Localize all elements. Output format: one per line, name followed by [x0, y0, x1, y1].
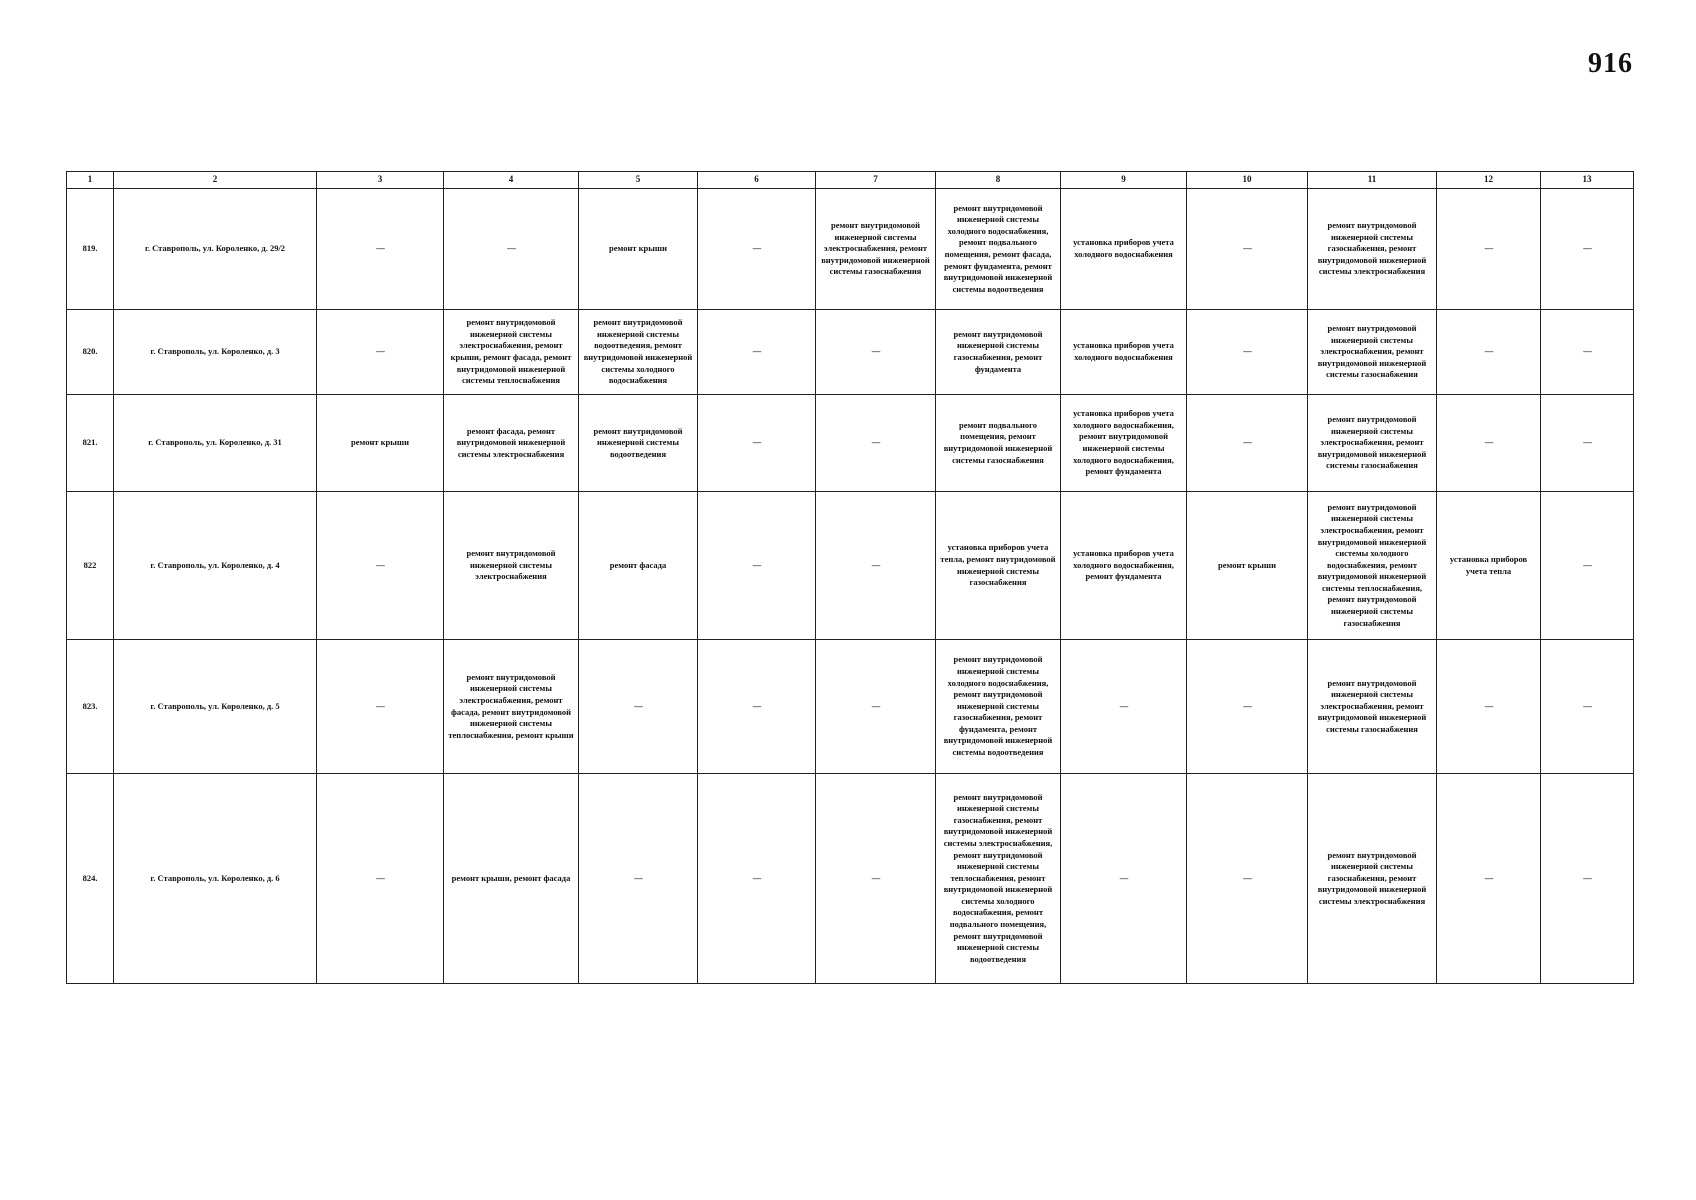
empty-dash-cell: — [317, 189, 444, 310]
work-type-cell: ремонт внутридомовой инженерной системы водоотведения, ремонт внутридомовой инженерной системы холодного водоснабжения [579, 310, 698, 395]
table-body [67, 189, 1634, 984]
address-cell: г. Ставрополь, ул. Короленко, д. 29/2 [114, 189, 317, 310]
empty-dash-cell: — [1187, 640, 1308, 774]
row-number-cell: 820. [67, 310, 114, 395]
empty-dash-cell: — [816, 640, 936, 774]
work-type-cell: установка приборов учета холодного водоснабжения, ремонт внутридомовой инженерной системы холодного водоснабжения, ремонт фундамента [1061, 395, 1187, 492]
work-type-cell: ремонт внутридомовой инженерной системы электроснабжения, ремонт крыши, ремонт фасада, ремонт внутридомовой инженерной системы теплоснабжения [444, 310, 579, 395]
column-number-header: 9 [1061, 172, 1187, 189]
column-number-header: 10 [1187, 172, 1308, 189]
work-type-cell: ремонт внутридомовой инженерной системы электроснабжения, ремонт внутридомовой инженерной системы газоснабжения [1308, 395, 1437, 492]
empty-dash-cell: — [317, 640, 444, 774]
table-row [67, 310, 1634, 395]
address-cell: г. Ставрополь, ул. Короленко, д. 4 [114, 492, 317, 640]
work-type-cell: ремонт фасада, ремонт внутридомовой инженерной системы электроснабжения [444, 395, 579, 492]
work-type-cell: ремонт внутридомовой инженерной системы электроснабжения, ремонт фасада, ремонт внутридомовой инженерной системы теплоснабжения, ремонт крыши [444, 640, 579, 774]
empty-dash-cell: — [698, 395, 816, 492]
work-type-cell: ремонт внутридомовой инженерной системы газоснабжения, ремонт внутридомовой инженерной системы электроснабжения [1308, 774, 1437, 984]
work-type-cell: ремонт внутридомовой инженерной системы электроснабжения [444, 492, 579, 640]
work-type-cell: установка приборов учета холодного водоснабжения, ремонт фундамента [1061, 492, 1187, 640]
row-number-cell: 822 [67, 492, 114, 640]
empty-dash-cell: — [1437, 310, 1541, 395]
column-number-header: 7 [816, 172, 936, 189]
work-type-cell: ремонт подвального помещения, ремонт внутридомовой инженерной системы газоснабжения [936, 395, 1061, 492]
empty-dash-cell: — [1541, 395, 1634, 492]
empty-dash-cell: — [816, 395, 936, 492]
empty-dash-cell: — [1541, 640, 1634, 774]
table-row [67, 774, 1634, 984]
work-type-cell: ремонт внутридомовой инженерной системы водоотведения [579, 395, 698, 492]
column-number-header: 12 [1437, 172, 1541, 189]
empty-dash-cell: — [1437, 395, 1541, 492]
table-row [67, 640, 1634, 774]
column-number-header: 2 [114, 172, 317, 189]
work-type-cell: ремонт внутридомовой инженерной системы холодного водоснабжения, ремонт внутридомовой инженерной системы газоснабжения, ремонт фундамента, ремонт внутридомовой инженерной системы водоотведения [936, 640, 1061, 774]
empty-dash-cell: — [698, 640, 816, 774]
work-type-cell: ремонт внутридомовой инженерной системы электроснабжения, ремонт внутридомовой инженерной системы газоснабжения [1308, 640, 1437, 774]
empty-dash-cell: — [698, 774, 816, 984]
work-type-cell: установка приборов учета холодного водоснабжения [1061, 310, 1187, 395]
empty-dash-cell: — [1541, 310, 1634, 395]
empty-dash-cell: — [698, 189, 816, 310]
column-number-header: 5 [579, 172, 698, 189]
work-type-cell: ремонт фасада [579, 492, 698, 640]
empty-dash-cell: — [1061, 640, 1187, 774]
work-type-cell: ремонт крыши [1187, 492, 1308, 640]
work-type-cell: ремонт крыши, ремонт фасада [444, 774, 579, 984]
empty-dash-cell: — [698, 492, 816, 640]
work-type-cell: ремонт внутридомовой инженерной системы электроснабжения, ремонт внутридомовой инженерной системы газоснабжения [1308, 310, 1437, 395]
empty-dash-cell: — [1437, 640, 1541, 774]
work-type-cell: ремонт внутридомовой инженерной системы холодного водоснабжения, ремонт подвального помещения, ремонт фасада, ремонт фундамента, ремонт внутридомовой инженерной системы водоотведения [936, 189, 1061, 310]
empty-dash-cell: — [579, 774, 698, 984]
empty-dash-cell: — [1187, 189, 1308, 310]
work-type-cell: ремонт внутридомовой инженерной системы газоснабжения, ремонт внутридомовой инженерной системы электроснабжения [1308, 189, 1437, 310]
work-type-cell: установка приборов учета тепла, ремонт внутридомовой инженерной системы газоснабжения [936, 492, 1061, 640]
empty-dash-cell: — [816, 774, 936, 984]
empty-dash-cell: — [816, 492, 936, 640]
empty-dash-cell: — [444, 189, 579, 310]
row-number-cell: 824. [67, 774, 114, 984]
work-type-cell: установка приборов учета тепла [1437, 492, 1541, 640]
work-type-cell: ремонт крыши [317, 395, 444, 492]
row-number-cell: 823. [67, 640, 114, 774]
address-cell: г. Ставрополь, ул. Короленко, д. 6 [114, 774, 317, 984]
address-cell: г. Ставрополь, ул. Короленко, д. 5 [114, 640, 317, 774]
empty-dash-cell: — [1541, 774, 1634, 984]
empty-dash-cell: — [579, 640, 698, 774]
empty-dash-cell: — [816, 310, 936, 395]
column-number-header: 6 [698, 172, 816, 189]
empty-dash-cell: — [1187, 395, 1308, 492]
repair-schedule-table [66, 171, 1634, 984]
empty-dash-cell: — [1437, 189, 1541, 310]
table-row [67, 395, 1634, 492]
empty-dash-cell: — [698, 310, 816, 395]
empty-dash-cell: — [317, 310, 444, 395]
work-type-cell: установка приборов учета холодного водоснабжения [1061, 189, 1187, 310]
empty-dash-cell: — [317, 774, 444, 984]
column-number-header: 3 [317, 172, 444, 189]
work-type-cell: ремонт внутридомовой инженерной системы электроснабжения, ремонт внутридомовой инженерной системы холодного водоснабжения, ремонт внутридомовой инженерной системы теплоснабжения, ремонт внутридомовой инженерной системы газоснабжения [1308, 492, 1437, 640]
empty-dash-cell: — [1541, 189, 1634, 310]
column-number-header: 1 [67, 172, 114, 189]
empty-dash-cell: — [1187, 310, 1308, 395]
empty-dash-cell: — [1437, 774, 1541, 984]
column-number-header: 8 [936, 172, 1061, 189]
work-type-cell: ремонт внутридомовой инженерной системы электроснабжения, ремонт внутридомовой инженерной системы газоснабжения [816, 189, 936, 310]
table-row [67, 492, 1634, 640]
row-number-cell: 819. [67, 189, 114, 310]
address-cell: г. Ставрополь, ул. Короленко, д. 3 [114, 310, 317, 395]
address-cell: г. Ставрополь, ул. Короленко, д. 31 [114, 395, 317, 492]
empty-dash-cell: — [1541, 492, 1634, 640]
row-number-cell: 821. [67, 395, 114, 492]
column-number-header: 13 [1541, 172, 1634, 189]
column-number-header: 4 [444, 172, 579, 189]
column-number-row [67, 172, 1634, 189]
empty-dash-cell: — [1187, 774, 1308, 984]
work-type-cell: ремонт внутридомовой инженерной системы газоснабжения, ремонт внутридомовой инженерной системы электроснабжения, ремонт внутридомовой инженерной системы теплоснабжения, ремонт внутридомовой инженерной системы холодного водоснабжения, ремонт подвального помещения, ремонт внутридомовой инженерной системы водоотведения [936, 774, 1061, 984]
page-number: 916 [1588, 48, 1633, 79]
column-number-header: 11 [1308, 172, 1437, 189]
work-type-cell: ремонт крыши [579, 189, 698, 310]
table-row [67, 189, 1634, 310]
empty-dash-cell: — [317, 492, 444, 640]
work-type-cell: ремонт внутридомовой инженерной системы газоснабжения, ремонт фундамента [936, 310, 1061, 395]
empty-dash-cell: — [1061, 774, 1187, 984]
